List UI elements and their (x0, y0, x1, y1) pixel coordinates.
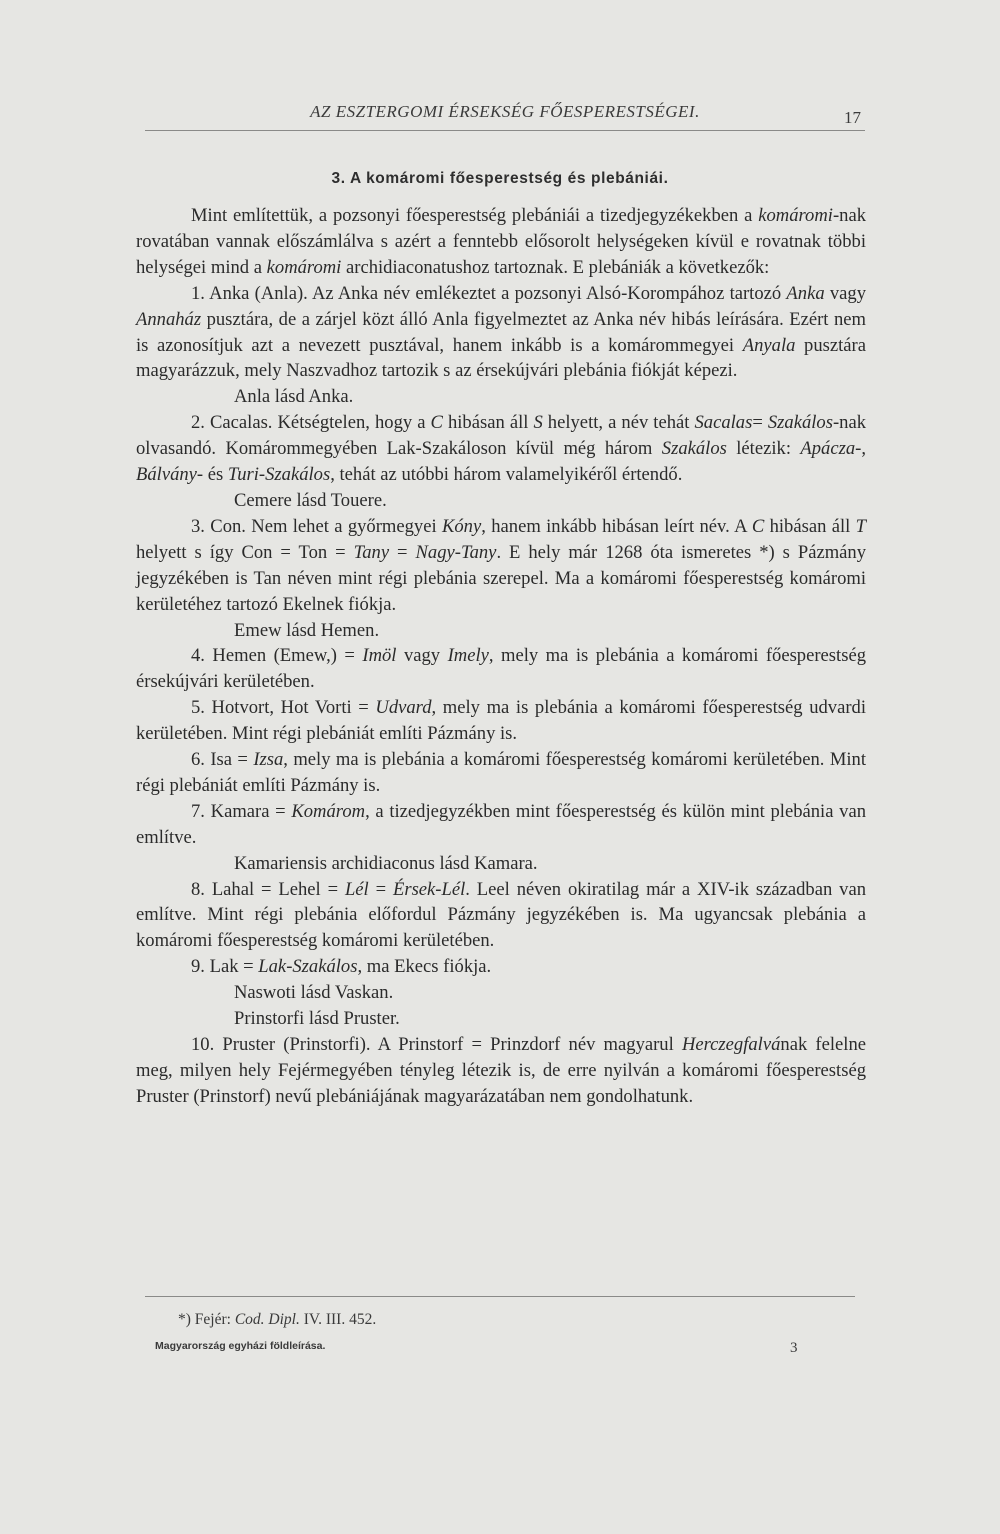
paragraph: 1. Anka (Anla). Az Anka név emlékeztet a pozsonyi Alsó-Korompához tartozó Anka vagy Annaház pusztára, de a zárjel közt álló Anla figyelmeztet az Anka név hibás leírására. Ezért nem is azonosítjuk azt a nevezett pusztával, hanem inkább is a komárommegyei Anyala pusztára magyarázzuk, mely Naszvadhoz tartozik s az érsekújvári plebánia fiókját képezi. (136, 282, 867, 382)
running-head: AZ ESZTERGOMI ÉRSEKSÉG FŐESPERESTSÉGEI. (310, 102, 700, 121)
paragraph: 4. Hemen (Emew,) = Imöl vagy Imely, mely ma is plebánia a komáromi főesperestség érsekújvári kerületében. (136, 645, 866, 693)
footnote (178, 1311, 376, 1329)
paragraph: 10. Pruster (Prinstorfi). A Prinstorf = Prinzdorf név magyarul Herczegfalvának felelne meg, milyen hely Fejérmegyében tényleg létezik is, de erre nyilván a komáromi főesperestség Pruster (Prinstorf) nevű plebániájának magyarázatában nem gondolhatunk. (136, 1034, 867, 1107)
paragraph: 3. Con. Nem lehet a győrmegyei Kóny, hanem inkább hibásan leírt név. A C hibásan áll T helyett s így Con = Ton = Tany = Nagy-Tany. E hely már 1268 óta ismeretes *) s Pázmány jegyzékében is Tan néven mint régi plebánia szerepel. Ma a komáromi főesperestség komáromi kerületéhez tartozó Ekelnek fiókja. (136, 515, 867, 615)
paragraph: 8. Lahal = Lehel = Lél = Érsek-Lél. Leel néven okiratilag már a XIV-ik században van említve. Mint régi plebánia előfordul Pázmány jegyzékében is. Ma ugyancsak plebánia a komáromi főesperestség komáromi kerületében. (136, 878, 866, 952)
paragraph: 6. Isa = Izsa, mely ma is plebánia a komáromi főesperestség komáromi kerületében. Mint régi plebániát említi Pázmány is. (136, 749, 866, 796)
footnote-marker: *) (178, 1311, 191, 1328)
printer-signature: Magyarország egyházi földleírása. (155, 1340, 326, 1352)
signature-number: 3 (790, 1340, 798, 1356)
cross-reference: Kamariensis archidiaconus lásd Kamara. (234, 852, 538, 874)
paragraph: Mint említettük, a pozsonyi főesperestség plebániái a tizedjegyzékekben a komáromi-nak rovatában vannak előszámlálva s azért a fenntebb elősorolt helységeken kívül e rovatnak többi helységei mind a komáromi archidiaconatushoz tartoznak. E plebániák a következők: (136, 205, 866, 278)
paragraph: 2. Cacalas. Kétségtelen, hogy a C hibásan áll S helyett, a név tehát Sacalas= Szakálos-nak olvasandó. Komárommegyében Lak-Szakáloson kívül még három Szakálos létezik: Apácza-, Bálvány- és Turi-Szakálos, tehát az utóbbi három valamelyikéről értendő. (136, 412, 866, 486)
cross-reference: Naswoti lásd Vaskan. (234, 982, 394, 1004)
cross-reference: Cemere lásd Touere. (234, 489, 387, 511)
body-text (136, 203, 866, 1110)
page-number: 17 (844, 108, 861, 127)
footnote-text: Fejér: Cod. Dipl. IV. III. 452. (194, 1311, 377, 1328)
paragraph: 5. Hotvort, Hot Vorti = Udvard, mely ma is plebánia a komáromi főesperestség udvardi kerületében. Mint régi plebániát említi Pázmány is. (136, 697, 867, 745)
cross-reference: Anla lásd Anka. (234, 386, 354, 408)
cross-reference: Prinstorfi lásd Pruster. (234, 1008, 400, 1030)
footnote-rule (145, 1296, 855, 1297)
page-header (145, 100, 865, 131)
cross-reference: Emew lásd Hemen. (234, 619, 380, 641)
paragraph: 9. Lak = Lak-Szakálos, ma Ekecs fiókja. (191, 956, 492, 978)
paragraph: 7. Kamara = Komárom, a tizedjegyzékben mint főesperestség és külön mint plebánia van említve. (136, 800, 867, 848)
section-title: 3. A komáromi főesperestség és plebániái. (331, 170, 669, 187)
